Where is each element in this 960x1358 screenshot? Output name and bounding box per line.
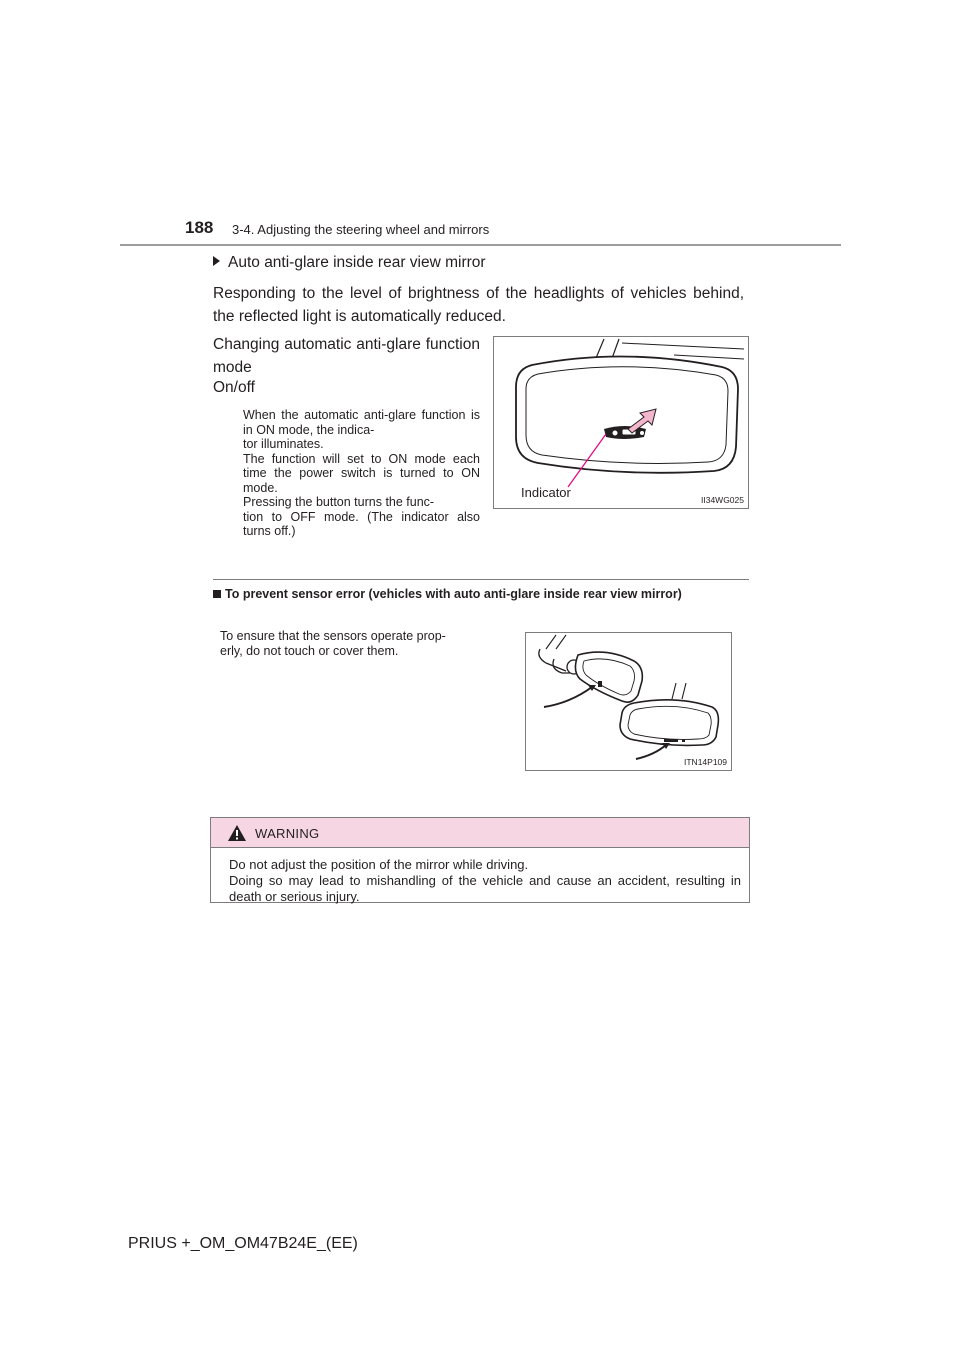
- note-title: [213, 587, 748, 602]
- page-number: 188: [185, 218, 214, 237]
- triangle-bullet-icon: [213, 256, 220, 266]
- note-separator: [213, 579, 749, 580]
- square-bullet-icon: [213, 590, 221, 598]
- section-title: 3-4. Adjusting the steering wheel and mirrors: [232, 222, 490, 237]
- desc-line-2: The function will set to ON mode each time the power switch is turned to ON mode.: [243, 451, 480, 495]
- header-rule: [120, 244, 841, 246]
- onoff-label: On/off: [213, 379, 255, 396]
- change-mode-label: Changing automatic anti-glare function mode: [213, 336, 480, 376]
- desc-line-3a: Pressing the button turns the func-: [243, 495, 435, 509]
- warning-box: [210, 817, 750, 903]
- figure1-code: II34WG025: [701, 495, 744, 505]
- note-body-a: To ensure that the sensors operate prop-: [220, 629, 446, 643]
- warning-line-1: Do not adjust the position of the mirror while driving.: [229, 857, 529, 872]
- footer-code: PRIUS +_OM_OM47B24E_(EE): [128, 1235, 358, 1252]
- desc-line-1a: When the automatic anti-glare function is in ON mode, the indica-: [243, 408, 480, 437]
- intro-paragraph: Responding to the level of brightness of the headlights of vehicles behind, the reflected light is automatically reduced.: [213, 285, 744, 325]
- warning-title: WARNING: [255, 826, 320, 841]
- subsection-heading: [213, 254, 486, 272]
- note-title-text: To prevent sensor error (vehicles with auto anti-glare inside rear view mirror): [225, 587, 682, 601]
- onoff-description: [243, 408, 480, 539]
- indicator-label: Indicator: [521, 485, 571, 500]
- mirror-illustration: [494, 337, 748, 508]
- desc-line-3b: tion to OFF mode. (The indicator also turns off.): [243, 509, 480, 538]
- subsection-heading-text: Auto anti-glare inside rear view mirror: [228, 254, 486, 271]
- warning-triangle-icon: [227, 824, 247, 842]
- sensor-location-figure: [525, 632, 732, 771]
- note-body: [220, 629, 506, 659]
- note-body-b: erly, do not touch or cover them.: [220, 644, 399, 658]
- mirror-indicator-figure: [493, 336, 749, 509]
- warning-header: [211, 818, 749, 848]
- warning-body: [229, 857, 741, 905]
- figure2-code: ITN14P109: [684, 757, 727, 767]
- sensor-illustration: [526, 633, 731, 770]
- desc-line-1b: tor illuminates.: [243, 437, 324, 451]
- warning-line-2: Doing so may lead to mishandling of the vehicle and cause an accident, resulting in death or serious injury.: [229, 873, 741, 904]
